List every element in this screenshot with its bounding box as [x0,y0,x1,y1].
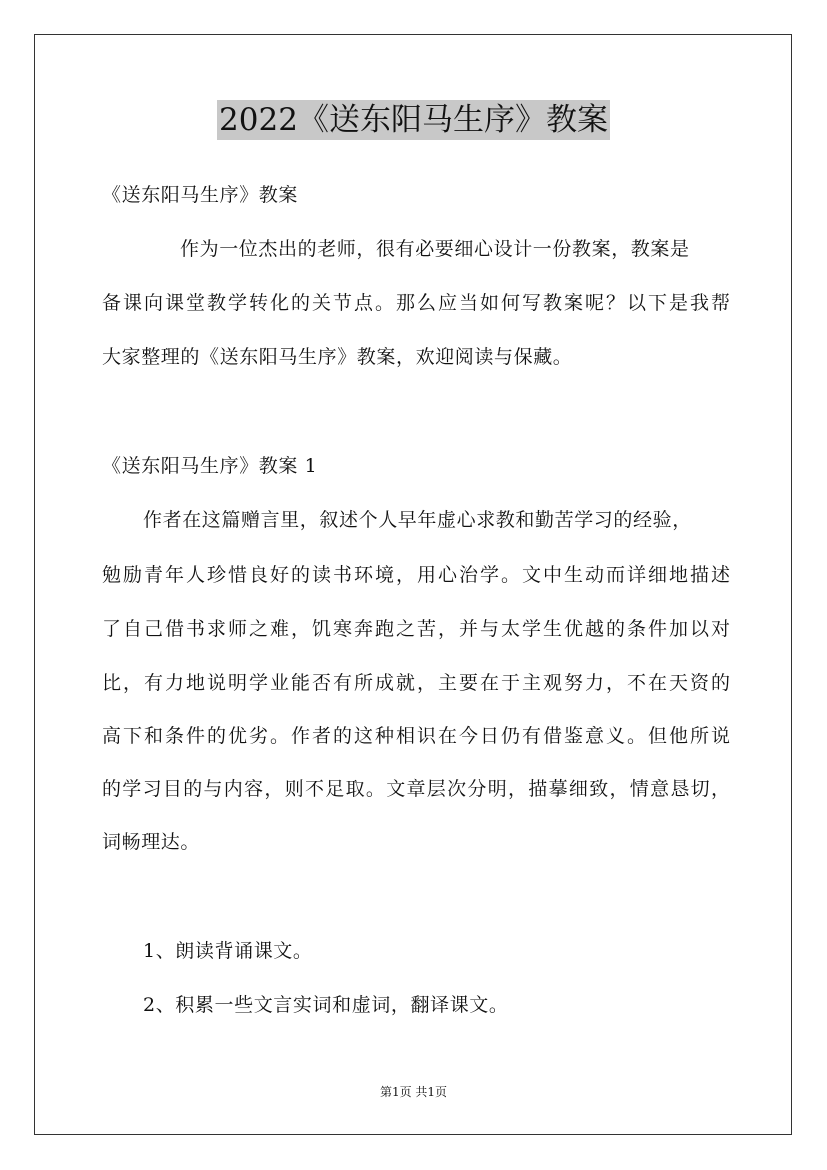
body-line: 的学习目的与内容，则不足取。文章层次分明，描摹细致，情意恳切， [102,778,730,800]
body-line: 勉励青年人珍惜良好的读书环境，用心治学。文中生动而详细地描述 [102,564,730,586]
document-title [0,100,827,140]
page-footer: 第1页 共1页 [379,1085,448,1099]
body-line: 比，有力地说明学业能否有所成就，主要在于主观努力，不在天资的 [102,672,730,694]
section-heading: 《送东阳马生序》教案 1 [102,455,318,477]
intro-line: 备课向课堂教学转化的关节点。那么应当如何写教案呢？以下是我帮 [102,292,730,314]
intro-line: 大家整理的《送东阳马生序》教案，欢迎阅读与保藏。 [102,346,573,368]
body-line: 词畅理达。 [102,831,201,853]
body-line: 了自己借书求师之难，饥寒奔跑之苦，并与太学生优越的条件加以对 [102,618,730,640]
objective-item: 1、朗读背诵课文。 [143,940,313,962]
document-title-text: 2022《送东阳马生序》教案 [219,102,608,138]
objective-item: 2、积累一些文言实词和虚词，翻译课文。 [143,994,509,1016]
subtitle: 《送东阳马生序》教案 [102,184,299,206]
body-line: 作者在这篇赠言里，叙述个人早年虚心求教和勤苦学习的经验， [143,509,692,531]
body-line: 高下和条件的优劣。作者的这种相识在今日仍有借鉴意义。但他所说 [102,725,730,747]
intro-line: 作为一位杰出的老师，很有必要细心设计一份教案，教案是 [180,238,690,260]
